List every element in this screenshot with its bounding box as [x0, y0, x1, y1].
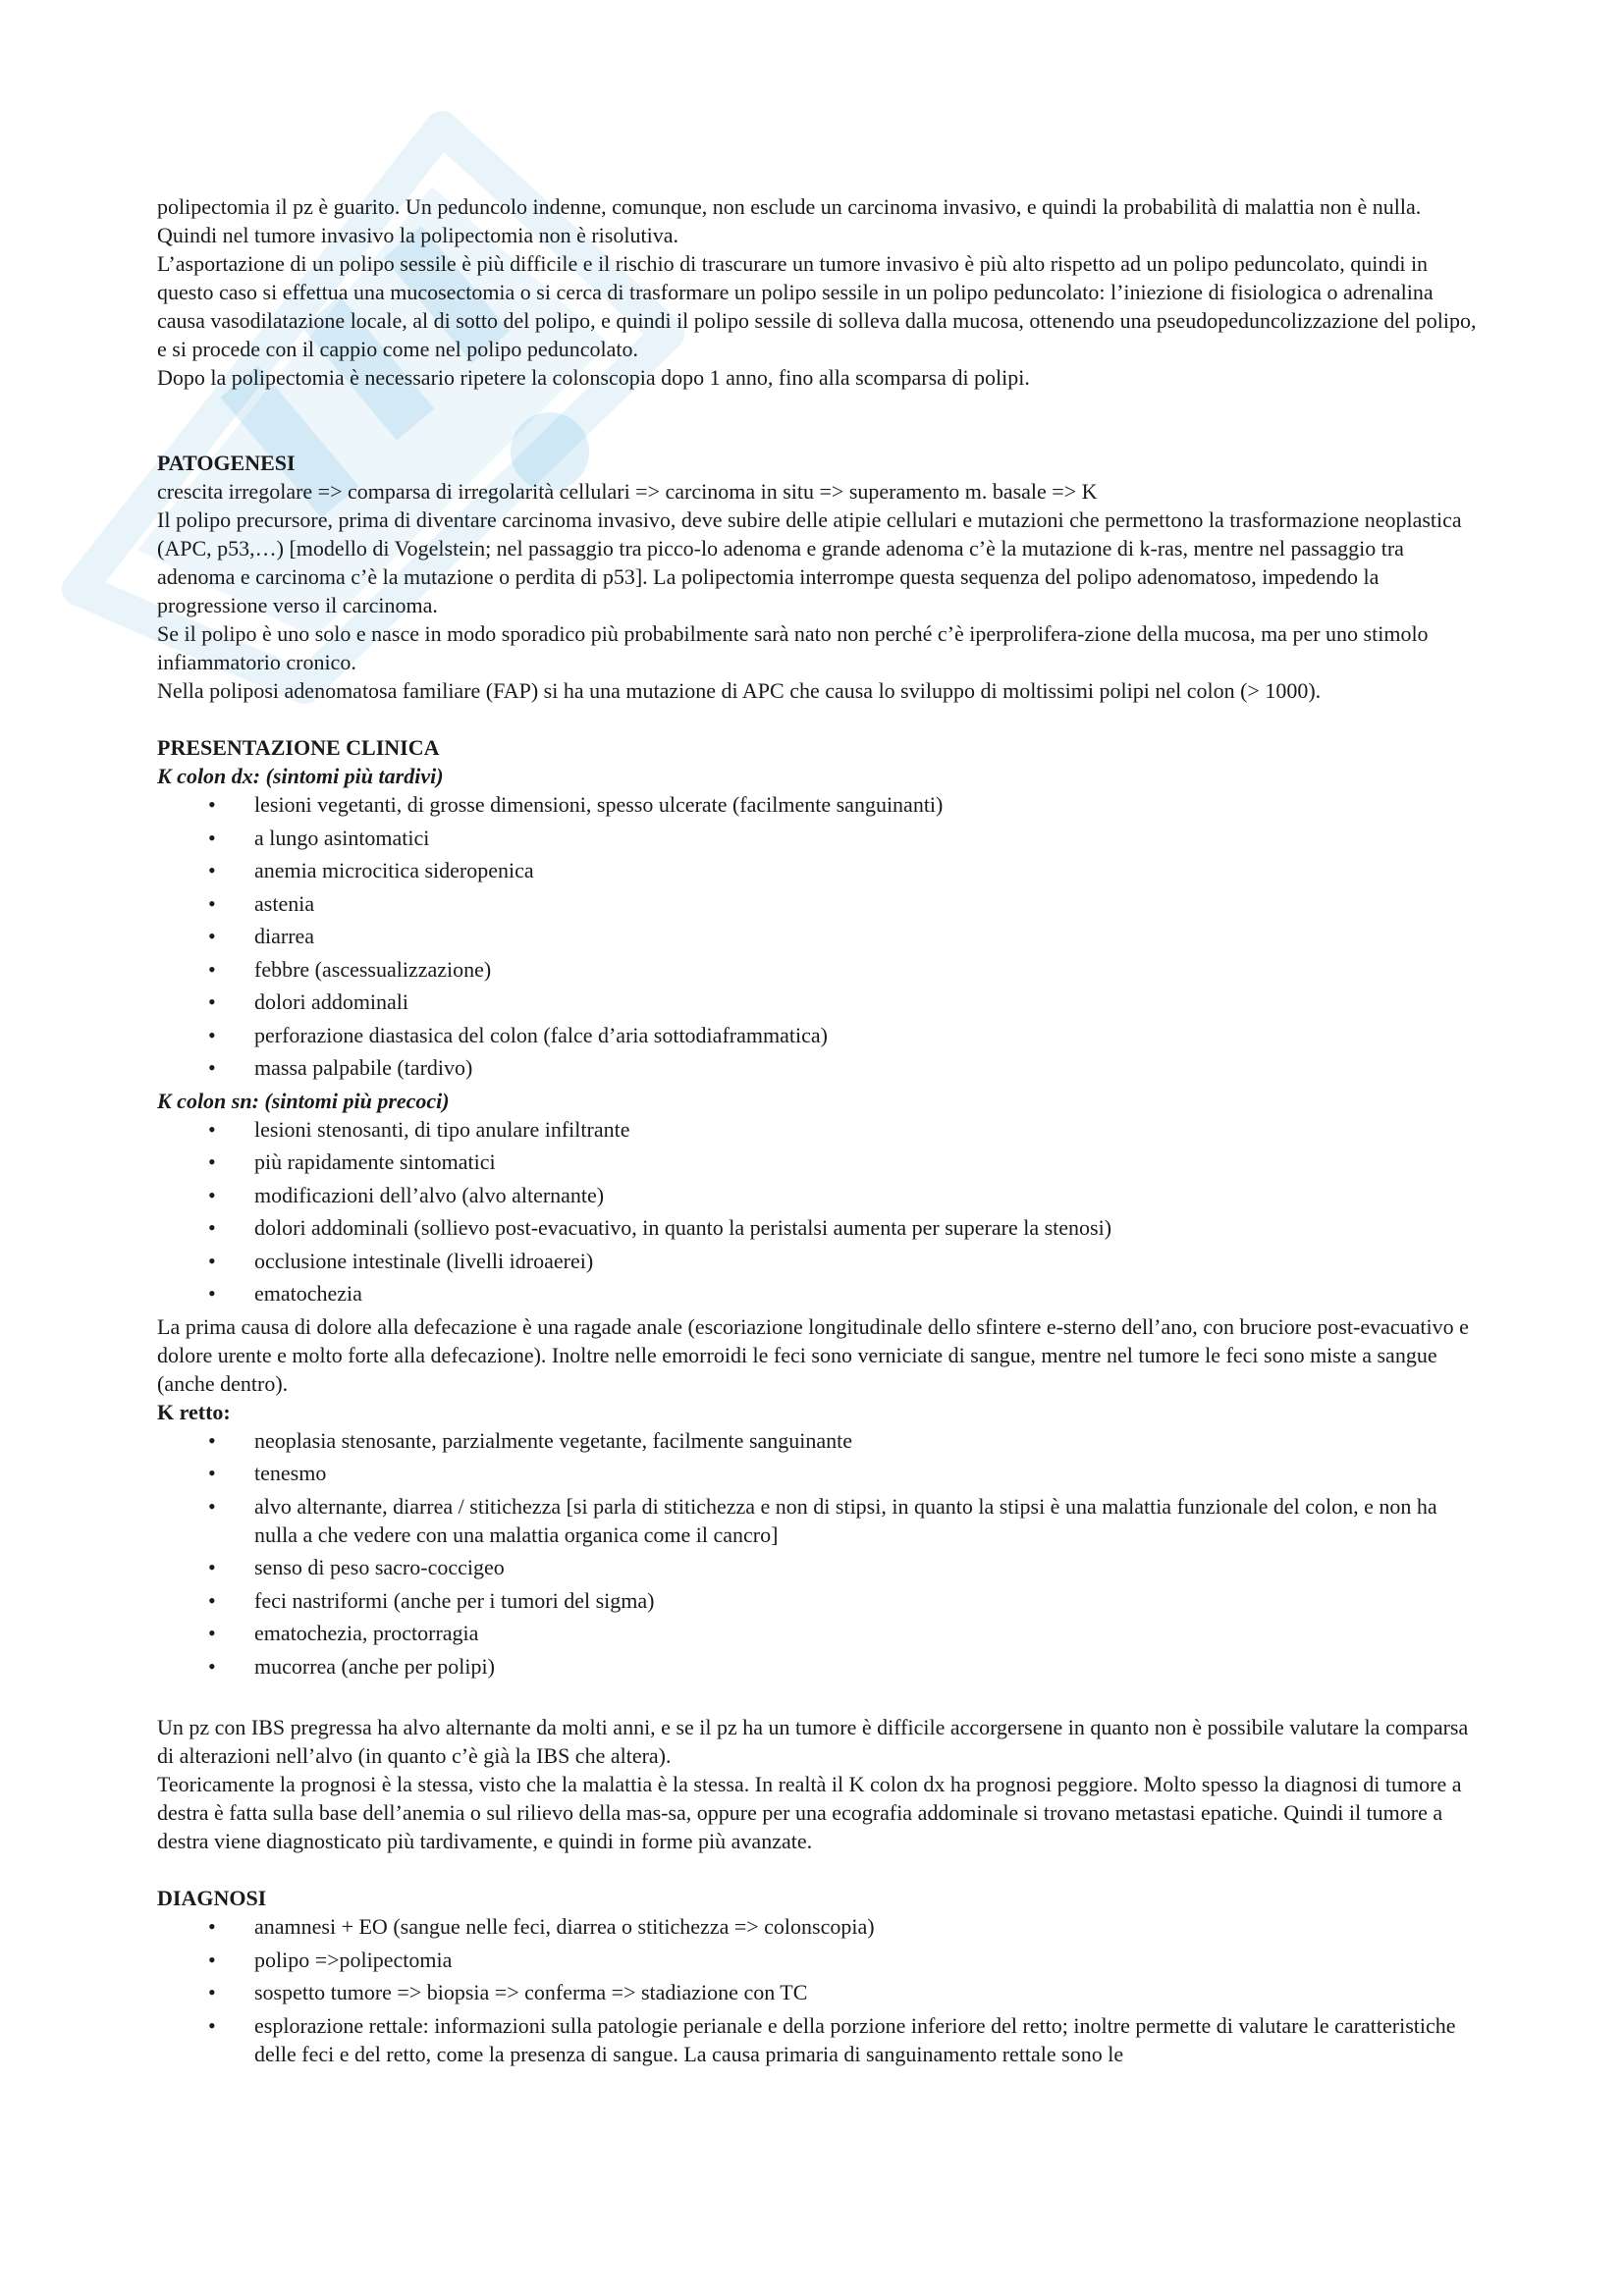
patogenesi-paragraph-4: Nella poliposi adenomatosa familiare (FAP) si ha una mutazione di APC che causa lo sviluppo di moltissimi polipi nel colon (> 1000). [157, 678, 1322, 703]
list-item: • mucorrea (anche per polipi) [157, 1652, 1483, 1681]
list-item: • modificazioni dell’alvo (alvo alternante) [157, 1181, 1483, 1209]
patogenesi-paragraph-1: crescita irregolare => comparsa di irregolarità cellulari => carcinoma in situ => superamento m. basale => K [157, 479, 1098, 504]
list-item: • alvo alternante, diarrea / stitichezza [si parla di stitichezza e non di stipsi, in quanto la stipsi è una malattia funzionale del colon, e non ha nulla a che vedere con una malattia organica come il cancro] [157, 1492, 1483, 1549]
list-item: • senso di peso sacro-coccigeo [157, 1553, 1483, 1581]
list-item: • lesioni stenosanti, di tipo anulare infiltrante [157, 1115, 1483, 1144]
list-item: • massa palpabile (tardivo) [157, 1053, 1483, 1082]
colon-dx-list [157, 790, 1483, 1082]
list-item: • occlusione intestinale (livelli idroaerei) [157, 1247, 1483, 1275]
intro-paragraph-1: polipectomia il pz è guarito. Un peduncolo indenne, comunque, non esclude un carcinoma invasivo, e quindi la probabilità di malattia non è nulla. [157, 194, 1422, 219]
list-item: • ematochezia [157, 1279, 1483, 1308]
section-title-patogenesi: PATOGENESI [157, 451, 296, 475]
intro-paragraph-3: L’asportazione di un polipo sessile è più difficile e il rischio di trascurare un tumore invasivo è più alto rispetto ad un polipo peduncolato, quindi in questo caso si effettua una mucosectomia o si cerca di trasformare un polipo sessile in un polipo peduncolato: l’iniezione di fisiologica o adrenalina causa vasodilatazione locale, al di sotto del polipo, e quindi il polipo sessile di solleva dalla mucosa, ottenendo una pseudopeduncolizzazione del polipo, e si procede con il cappio come nel polipo peduncolato. [157, 251, 1477, 361]
list-item: • più rapidamente sintomatici [157, 1148, 1483, 1176]
list-item: • a lungo asintomatici [157, 824, 1483, 852]
patogenesi-paragraph-3: Se il polipo è uno solo e nasce in modo sporadico più probabilmente sarà nato non perché c’è iperprolifera-zione della mucosa, ma per uno stimolo infiammatorio cronico. [157, 621, 1429, 674]
list-item: • febbre (ascessualizzazione) [157, 955, 1483, 984]
list-item: • esplorazione rettale: informazioni sulla patologie perianale e della porzione inferiore del retto; inoltre permette di valutare le caratteristiche delle feci e del retto, come la presenza di sangue. La causa primaria di sanguinamento rettale sono le [157, 2011, 1483, 2068]
list-item: • ematochezia, proctorragia [157, 1619, 1483, 1647]
subsection-title-colon-sn: K colon sn: (sintomi più precoci) [157, 1088, 450, 1113]
colon-sn-list [157, 1115, 1483, 1308]
list-item: • dolori addominali [157, 988, 1483, 1016]
ragade-paragraph: La prima causa di dolore alla defecazione è una ragade anale (escoriazione longitudinale dello sfintere e-sterno dell’ano, con bruciore post-evacuativo e dolore urente e molto forte alla defecazione). Inoltre nelle emorroidi le feci sono verniciate di sangue, mentre nel tumore le feci sono miste a sangue (anche dentro). [157, 1313, 1469, 1396]
list-item: • neoplasia stenosante, parzialmente vegetante, facilmente sanguinante [157, 1426, 1483, 1455]
diagnosi-list [157, 1912, 1483, 2068]
list-item: • polipo =>polipectomia [157, 1946, 1483, 1974]
ibs-paragraph: Un pz con IBS pregressa ha alvo alternante da molti anni, e se il pz ha un tumore è difficile accorgersene in quanto non è possibile valutare la comparsa di alterazioni nell’alvo (in quanto c’è già la IBS che altera). [157, 1715, 1469, 1768]
list-item: • diarrea [157, 922, 1483, 950]
subsection-title-retto: K retto: [157, 1399, 231, 1424]
intro-paragraph-2: Quindi nel tumore invasivo la polipectomia non è risolutiva. [157, 223, 678, 247]
subsection-title-colon-dx: K colon dx: (sintomi più tardivi) [157, 764, 444, 788]
list-item: • astenia [157, 889, 1483, 918]
section-title-presentazione: PRESENTAZIONE CLINICA [157, 735, 440, 760]
list-item: • tenesmo [157, 1459, 1483, 1487]
section-title-diagnosi: DIAGNOSI [157, 1886, 267, 1910]
prognosi-paragraph: Teoricamente la prognosi è la stessa, visto che la malattia è la stessa. In realtà il K colon dx ha prognosi peggiore. Molto spesso la diagnosi di tumore a destra è fatta sulla base dell’anemia o sul rilievo della mas-sa, oppure per una ecografia addominale si trovano metastasi epatiche. Quindi il tumore a destra viene diagnosticato più tardivamente, e quindi in forme più avanzate. [157, 1772, 1462, 1853]
intro-paragraph-4: Dopo la polipectomia è necessario ripetere la colonscopia dopo 1 anno, fino alla scomparsa di polipi. [157, 365, 1030, 390]
list-item: • lesioni vegetanti, di grosse dimensioni, spesso ulcerate (facilmente sanguinanti) [157, 790, 1483, 819]
patogenesi-paragraph-2: Il polipo precursore, prima di diventare carcinoma invasivo, deve subire delle atipie cellulari e mutazioni che permettono la trasformazione neoplastica (APC, p53,…) [modello di Vogelstein; nel passaggio tra picco-lo adenoma e grande adenoma c’è la mutazione di k-ras, mentre nel passaggio tra adenoma e carcinoma c’è la mutazione o perdita di p53]. La polipectomia interrompe questa sequenza del polipo adenomatoso, impedendo la progressione verso il carcinoma. [157, 507, 1462, 617]
document-page [157, 192, 1483, 2072]
list-item: • anemia microcitica sideropenica [157, 856, 1483, 884]
list-item: • perforazione diastasica del colon (falce d’aria sottodiaframmatica) [157, 1021, 1483, 1049]
list-item: • feci nastriformi (anche per i tumori del sigma) [157, 1586, 1483, 1615]
list-item: • sospetto tumore => biopsia => conferma => stadiazione con TC [157, 1978, 1483, 2006]
list-item: • dolori addominali (sollievo post-evacuativo, in quanto la peristalsi aumenta per superare la stenosi) [157, 1213, 1483, 1242]
list-item: • anamnesi + EO (sangue nelle feci, diarrea o stitichezza => colonscopia) [157, 1912, 1483, 1941]
retto-list [157, 1426, 1483, 1681]
